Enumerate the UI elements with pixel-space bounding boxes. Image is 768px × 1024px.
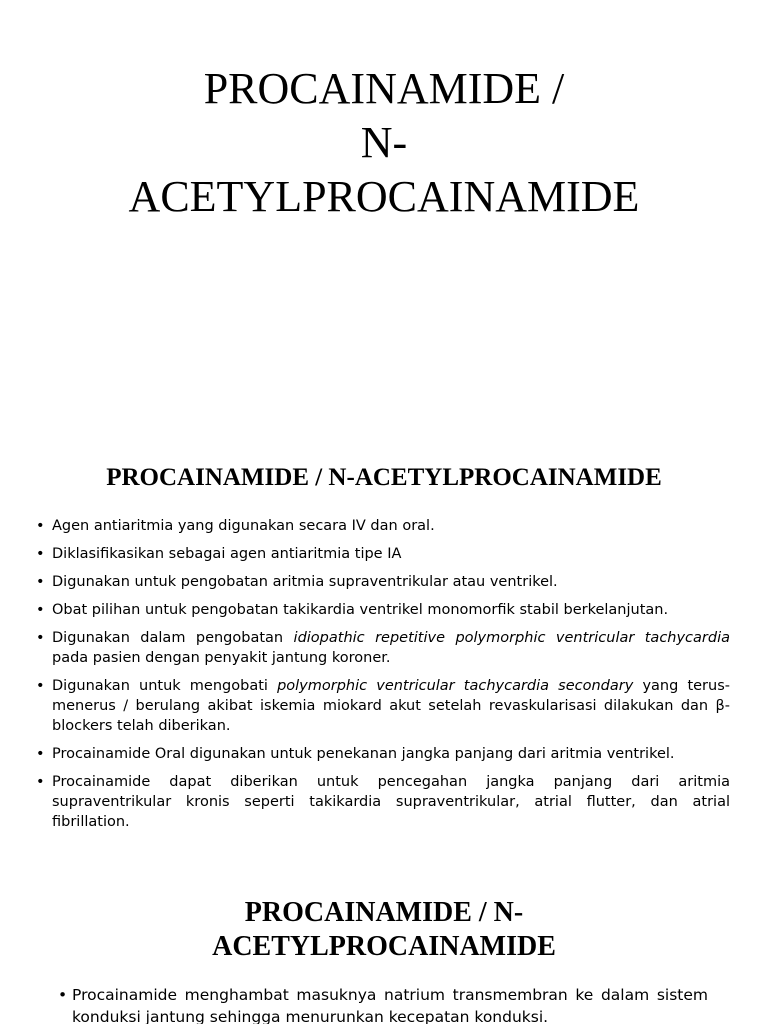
bullet-item	[36, 572, 730, 592]
bullet-icon: •	[58, 986, 68, 1004]
bullet-icon: •	[36, 746, 45, 762]
bullet-text-italic: idiopathic repetitive polymorphic ventricular tachycardia	[293, 630, 730, 646]
bullet-icon: •	[36, 774, 45, 790]
bullet-text-italic: polymorphic ventricular tachycardia secondary	[277, 678, 634, 694]
slide1-title	[40, 62, 728, 224]
slide3-bullet-list	[58, 984, 708, 1024]
bullet-text-post: pada pasien dengan penyakit jantung koroner.	[52, 650, 391, 666]
bullet-text: Procainamide menghambat masuknya natrium transmembran ke dalam sistem konduksi jantung sehingga menurunkan kecepatan konduksi.	[72, 986, 708, 1024]
slide1-title-line: ACETYLPROCAINAMIDE	[128, 172, 640, 221]
bullet-text: Diklasifikasikan sebagai agen antiaritmia tipe IA	[52, 546, 402, 562]
bullet-icon: •	[36, 602, 45, 618]
slide3-title	[40, 896, 728, 964]
slide1-title-line: N-	[360, 118, 408, 167]
bullet-text: Procainamide dapat diberikan untuk pencegahan jangka panjang dari aritmia supraventrikular kronis seperti takikardia supraventrikular, atrial flutter, dan atrial fibrillation.	[52, 774, 730, 830]
bullet-icon: •	[36, 678, 45, 694]
bullet-item	[36, 516, 730, 536]
bullet-icon: •	[36, 546, 45, 562]
bullet-text-pre: Digunakan dalam pengobatan	[52, 630, 294, 646]
slide1-title-line: PROCAINAMIDE /	[203, 64, 565, 113]
slide3-title-line: PROCAINAMIDE / N-	[244, 897, 524, 928]
bullet-icon: •	[36, 574, 45, 590]
bullet-text: Obat pilihan untuk pengobatan takikardia ventrikel monomorfik stabil berkelanjutan.	[52, 602, 669, 618]
bullet-item	[36, 744, 730, 764]
bullet-text: Digunakan untuk pengobatan aritmia supraventrikular atau ventrikel.	[52, 574, 558, 590]
slide2-title: PROCAINAMIDE / N-ACETYLPROCAINAMIDE	[106, 464, 662, 491]
bullet-text: Procainamide Oral digunakan untuk penekanan jangka panjang dari aritmia ventrikel.	[52, 746, 675, 762]
slide3-title-line: ACETYLPROCAINAMIDE	[212, 931, 556, 962]
bullet-text-post: yang terus-menerus / berulang akibat iskemia miokard akut setelah revaskularisasi dilakukan dan β-blockers telah diberikan.	[52, 678, 730, 734]
bullet-icon: •	[36, 630, 45, 646]
bullet-text-pre: Digunakan untuk mengobati	[52, 678, 278, 694]
bullet-item	[36, 544, 730, 564]
bullet-item	[36, 628, 730, 668]
bullet-item	[36, 676, 730, 736]
bullet-text: Agen antiaritmia yang digunakan secara IV dan oral.	[52, 518, 435, 534]
bullet-item	[58, 984, 708, 1024]
bullet-item	[36, 600, 730, 620]
bullet-icon: •	[36, 518, 45, 534]
slide2-bullet-list	[36, 516, 730, 840]
bullet-item	[36, 772, 730, 832]
